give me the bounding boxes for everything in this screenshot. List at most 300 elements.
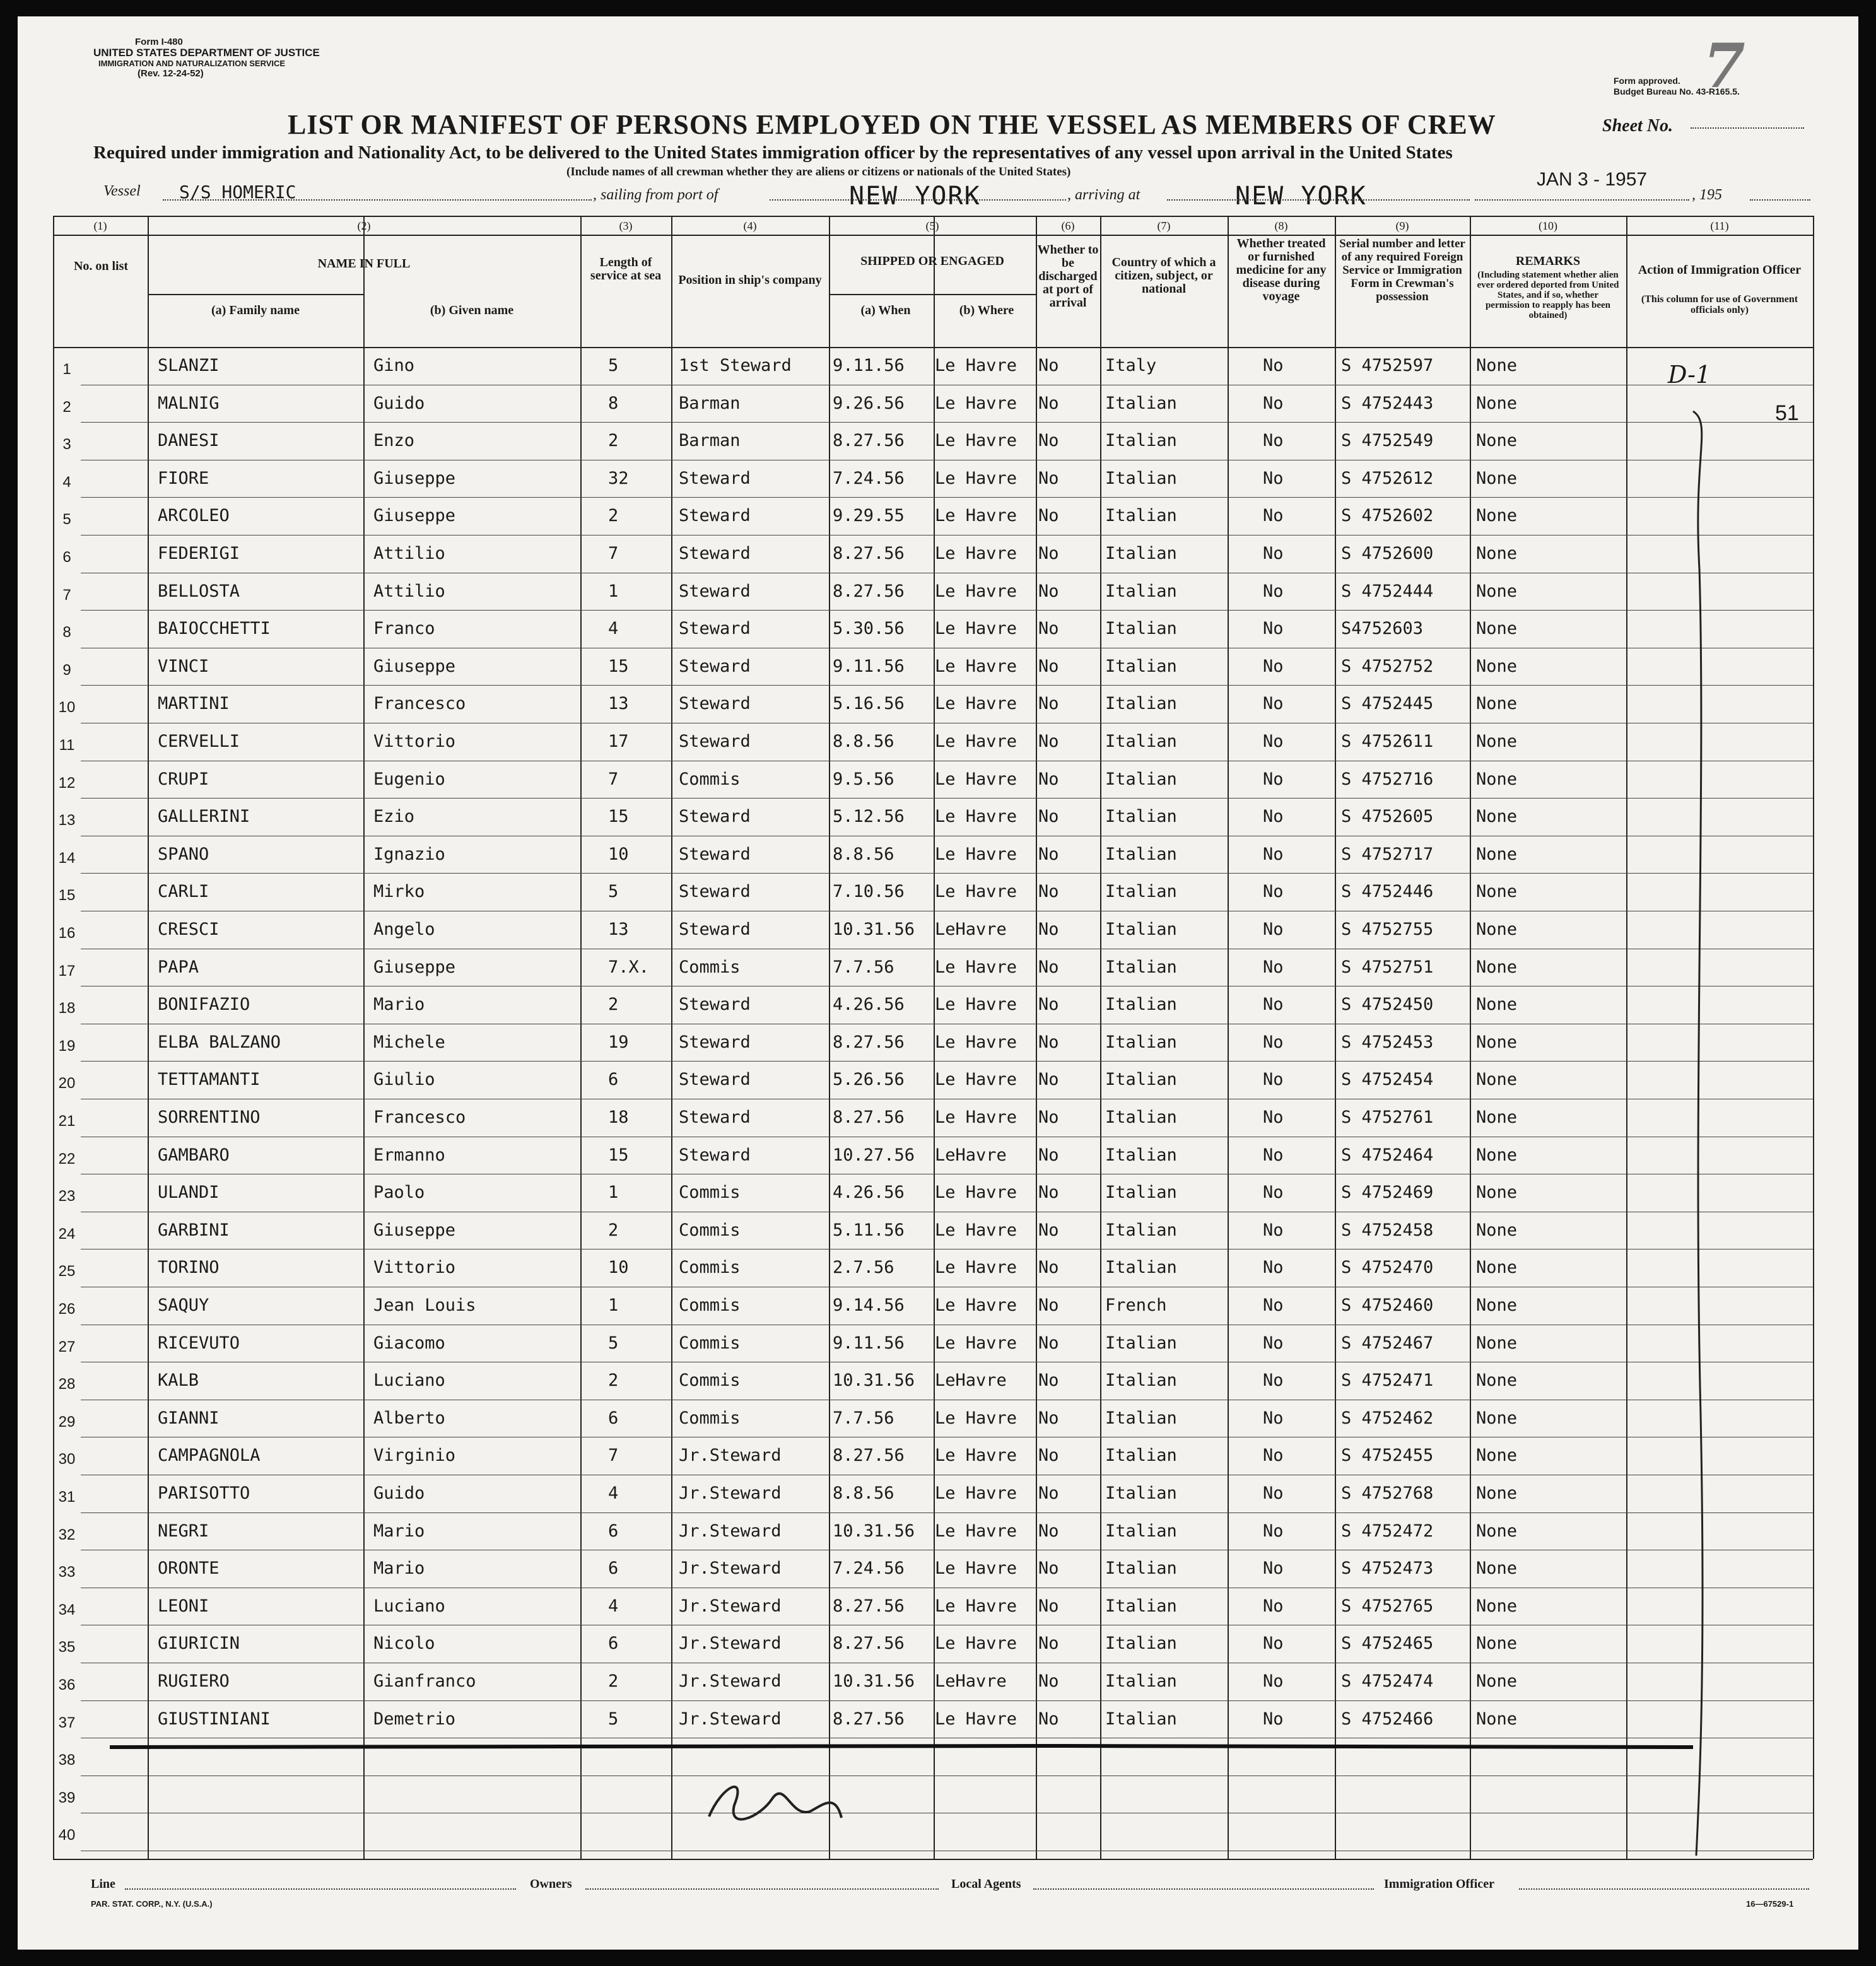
position: Commis [679,1220,741,1240]
remarks: None [1476,995,1518,1015]
treated: No [1263,732,1284,751]
position: Steward [679,506,751,526]
family-name: MALNIG [158,393,220,413]
family-name: GALLERINI [158,807,250,827]
given-name: Guido [373,1483,425,1503]
country: Italian [1105,1709,1177,1729]
country: Italian [1105,844,1177,864]
shipped-where: Le Havre [935,1634,1017,1654]
row-number: 40 [58,1827,76,1844]
country: Italy [1105,356,1157,375]
family-name: ARCOLEO [158,506,230,526]
remarks: None [1476,356,1518,375]
discharge: No [1038,882,1059,902]
serial-number: S 4752454 [1341,1070,1434,1090]
position: Commis [679,1371,741,1391]
shipped-when: 9.11.56 [833,1333,905,1353]
shipped-where: Le Havre [935,694,1017,714]
remarks: None [1476,1296,1518,1315]
shipped-where: Le Havre [935,1296,1017,1315]
row-number: 19 [58,1037,76,1055]
service-name: IMMIGRATION AND NATURALIZATION SERVICE [98,59,286,68]
discharge: No [1038,1634,1059,1654]
discharge: No [1038,1371,1059,1391]
col11-number: (11) [1710,219,1729,232]
given-name: Enzo [373,431,415,451]
shipped-when: 2.7.56 [833,1258,894,1278]
row-number: 24 [58,1225,76,1243]
position: Barman [679,431,741,451]
position: Steward [679,619,751,639]
given-name: Eugenio [373,769,445,789]
remarks: None [1476,694,1518,714]
given-name: Angelo [373,920,435,939]
family-name: PARISOTTO [158,1483,250,1503]
row-number: 8 [62,624,71,641]
serial-number: S 4752470 [1341,1258,1434,1278]
discharge: No [1038,1070,1059,1090]
given-name: Mirko [373,882,425,902]
given-name: Giuseppe [373,1220,456,1240]
shipped-where: Le Havre [935,1032,1017,1052]
service-length: 4 [608,1596,619,1616]
country: Italian [1105,1559,1177,1579]
family-name: KALB [158,1371,199,1391]
serial-number: S 4752460 [1341,1296,1434,1315]
country: Italian [1105,1145,1177,1165]
row-number: 13 [58,812,76,829]
treated: No [1263,1483,1284,1503]
col7-header: Country of which a citizen, subject, or national [1111,255,1216,296]
serial-number: S 4752602 [1341,506,1434,526]
shipped-where: Le Havre [935,1070,1017,1090]
country: Italian [1105,1371,1177,1391]
given-name: Giuseppe [373,506,456,526]
discharge: No [1038,844,1059,864]
family-name: LEONI [158,1596,209,1616]
col9-header: Serial number and letter of any required Foreign Service or Immigration Form in Crewman's possession [1339,237,1465,303]
shipped-when: 4.26.56 [833,1183,905,1203]
country: Italian [1105,544,1177,563]
given-name: Gino [373,356,415,375]
serial-number: S4752603 [1341,619,1424,639]
col1-header: No. on list [73,259,129,273]
discharge: No [1038,1296,1059,1315]
shipped-when: 8.27.56 [833,1634,905,1654]
serial-number: S 4752768 [1341,1483,1434,1503]
service-length: 6 [608,1070,619,1090]
discharge: No [1038,732,1059,751]
shipped-where: Le Havre [935,356,1017,375]
family-name: GIANNI [158,1408,220,1428]
shipped-where: Le Havre [935,1709,1017,1729]
position: Barman [679,393,741,413]
treated: No [1263,356,1284,375]
serial-number: S 4752453 [1341,1032,1434,1052]
position: Steward [679,844,751,864]
position: Commis [679,769,741,789]
treated: No [1263,920,1284,939]
country: Italian [1105,1258,1177,1278]
country: Italian [1105,732,1177,751]
given-name: Luciano [373,1371,445,1391]
row-number: 34 [58,1601,76,1618]
position: Commis [679,1258,741,1278]
discharge: No [1038,393,1059,413]
shipped-where: Le Havre [935,1446,1017,1466]
serial-number: S 4752465 [1341,1634,1434,1654]
serial-number: S 4752464 [1341,1145,1434,1165]
given-name: Alberto [373,1408,445,1428]
sheet-number: 7 [1703,30,1745,102]
given-name: Giulio [373,1070,435,1090]
discharge: No [1038,769,1059,789]
form-code: 16—67529-1 [1746,1899,1794,1909]
country: Italian [1105,393,1177,413]
service-length: 2 [608,1220,619,1240]
remarks: None [1476,920,1518,939]
country: Italian [1105,1070,1177,1090]
country: French [1105,1296,1167,1315]
remarks: None [1476,1108,1518,1127]
service-length: 1 [608,581,619,601]
service-length: 7 [608,1446,619,1466]
family-name: NEGRI [158,1521,209,1541]
shipped-when: 9.11.56 [833,656,905,676]
shipped-when: 10.31.56 [833,1521,915,1541]
shipped-when: 5.11.56 [833,1220,905,1240]
row-number: 22 [58,1150,76,1167]
remarks: None [1476,468,1518,488]
shipped-when: 5.16.56 [833,694,905,714]
row-number: 7 [62,586,71,604]
family-name: RUGIERO [158,1671,230,1691]
row-number: 20 [58,1075,76,1092]
col2-header: NAME IN FULL [317,257,411,271]
strike-line [110,1746,1693,1747]
position: Jr.Steward [679,1596,782,1616]
col9-number: (9) [1395,219,1409,232]
row-number: 18 [58,1000,76,1017]
remarks: None [1476,1333,1518,1353]
position: Jr.Steward [679,1671,782,1691]
service-length: 13 [608,920,629,939]
approval-line-2: Budget Bureau No. 43-R165.5. [1614,86,1740,97]
col2b-header: (b) Given name [430,303,514,317]
treated: No [1263,619,1284,639]
shipped-where: Le Havre [935,468,1017,488]
row-number: 29 [58,1413,76,1431]
family-name: CRUPI [158,769,209,789]
service-length: 18 [608,1108,629,1127]
shipped-where: Le Havre [935,544,1017,563]
shipped-where: Le Havre [935,506,1017,526]
discharge: No [1038,995,1059,1015]
family-name: TETTAMANTI [158,1070,261,1090]
shipped-when: 9.5.56 [833,769,894,789]
shipped-when: 7.7.56 [833,957,894,977]
position: Jr.Steward [679,1559,782,1579]
row-number: 35 [58,1639,76,1656]
service-length: 13 [608,694,629,714]
country: Italian [1105,882,1177,902]
given-name: Gianfranco [373,1671,476,1691]
row-number: 16 [58,925,76,942]
family-name: GAMBARO [158,1145,230,1165]
row-number: 1 [62,361,71,378]
shipped-when: 10.31.56 [833,920,915,939]
discharge: No [1038,694,1059,714]
footer-owners-label: Owners [530,1877,572,1891]
remarks: None [1476,581,1518,601]
treated: No [1263,1333,1284,1353]
col10-number: (10) [1539,219,1557,232]
service-length: 6 [608,1559,619,1579]
discharge: No [1038,807,1059,827]
treated: No [1263,1521,1284,1541]
discharge: No [1038,431,1059,451]
row-number: 10 [58,699,76,717]
discharge: No [1038,1483,1059,1503]
discharge: No [1038,506,1059,526]
serial-number: S 4752611 [1341,732,1434,751]
given-name: Ignazio [373,844,445,864]
country: Italian [1105,1634,1177,1654]
service-length: 15 [608,807,629,827]
country: Italian [1105,1446,1177,1466]
shipped-where: Le Havre [935,431,1017,451]
position: Commis [679,1296,741,1315]
service-length: 2 [608,431,619,451]
row-number: 39 [58,1789,76,1806]
discharge: No [1038,656,1059,676]
position: Steward [679,995,751,1015]
remarks: None [1476,544,1518,563]
discharge: No [1038,356,1059,375]
service-length: 15 [608,1145,629,1165]
treated: No [1263,393,1284,413]
family-name: CARLI [158,882,209,902]
serial-number: S 4752612 [1341,468,1434,488]
family-name: BONIFAZIO [158,995,250,1015]
shipped-when: 9.14.56 [833,1296,905,1315]
row-number: 37 [58,1714,76,1731]
serial-number: S 4752445 [1341,694,1434,714]
footer-agents-label: Local Agents [951,1877,1021,1891]
treated: No [1263,1596,1284,1616]
serial-number: S 4752455 [1341,1446,1434,1466]
given-name: Francesco [373,694,466,714]
given-name: Franco [373,619,435,639]
row-number: 23 [58,1188,76,1205]
col5-number: (5) [925,219,939,232]
treated: No [1263,431,1284,451]
treated: No [1263,995,1284,1015]
discharge: No [1038,957,1059,977]
position: Steward [679,468,751,488]
form-revision: (Rev. 12-24-52) [138,68,204,79]
country: Italian [1105,506,1177,526]
row-number: 17 [58,962,76,980]
shipped-when: 5.30.56 [833,619,905,639]
shipped-where: Le Havre [935,393,1017,413]
shipped-where: Le Havre [935,882,1017,902]
shipped-where: Le Havre [935,1596,1017,1616]
discharge: No [1038,1446,1059,1466]
treated: No [1263,882,1284,902]
treated: No [1263,1296,1284,1315]
given-name: Jean Louis [373,1296,476,1315]
given-name: Luciano [373,1596,445,1616]
shipped-when: 7.24.56 [833,468,905,488]
shipped-when: 8.27.56 [833,581,905,601]
manifest-page [18,16,1858,1950]
service-length: 1 [608,1183,619,1203]
treated: No [1263,468,1284,488]
discharge: No [1038,1521,1059,1541]
given-name: Vittorio [373,732,456,751]
service-length: 1 [608,1296,619,1315]
discharge: No [1038,1333,1059,1353]
country: Italian [1105,468,1177,488]
family-name: CERVELLI [158,732,240,751]
serial-number: S 4752472 [1341,1521,1434,1541]
row-number: 32 [58,1526,76,1543]
remarks: None [1476,506,1518,526]
position: Steward [679,694,751,714]
treated: No [1263,544,1284,563]
serial-number: S 4752462 [1341,1408,1434,1428]
service-length: 2 [608,995,619,1015]
year-label: , 195 [1692,187,1722,203]
position: Jr.Steward [679,1483,782,1503]
country: Italian [1105,694,1177,714]
treated: No [1263,1446,1284,1466]
row-number: 26 [58,1301,76,1318]
treated: No [1263,807,1284,827]
page-title: LIST OR MANIFEST OF PERSONS EMPLOYED ON THE VESSEL AS MEMBERS OF CREW [288,109,1496,140]
arriving-label: , arriving at [1067,187,1140,203]
serial-number: S 4752765 [1341,1596,1434,1616]
position: Steward [679,807,751,827]
remarks: None [1476,732,1518,751]
service-length: 2 [608,1671,619,1691]
remarks: None [1476,393,1518,413]
remarks: None [1476,1521,1518,1541]
footer-line-label: Line [91,1877,115,1891]
row-number: 4 [62,473,71,491]
remarks: None [1476,1070,1518,1090]
position: Steward [679,882,751,902]
discharge: No [1038,619,1059,639]
serial-number: S 4752474 [1341,1671,1434,1691]
service-length: 6 [608,1521,619,1541]
service-length: 7 [608,769,619,789]
row-number: 28 [58,1376,76,1393]
service-length: 8 [608,393,619,413]
position: Commis [679,1183,741,1203]
discharge: No [1038,1709,1059,1729]
shipped-where: Le Havre [935,1183,1017,1203]
col7-number: (7) [1157,219,1171,232]
col11-header: Action of Immigration Officer [1638,263,1802,277]
service-length: 15 [608,656,629,676]
row-number: 30 [58,1451,76,1468]
shipped-where: LeHavre [935,1371,1007,1391]
treated: No [1263,581,1284,601]
given-name: Nicolo [373,1634,435,1654]
discharge: No [1038,920,1059,939]
position: Jr.Steward [679,1634,782,1654]
row-number: 31 [58,1489,76,1506]
treated: No [1263,656,1284,676]
position: 1st Steward [679,356,792,375]
treated: No [1263,1145,1284,1165]
shipped-where: Le Havre [935,581,1017,601]
position: Steward [679,920,751,939]
row-number: 21 [58,1113,76,1130]
family-name: ELBA BALZANO [158,1032,281,1052]
shipped-when: 5.12.56 [833,807,905,827]
family-name: DANESI [158,431,220,451]
discharge: No [1038,1220,1059,1240]
service-length: 4 [608,1483,619,1503]
subtitle: Required under immigration and Nationality Act, to be delivered to the United States immigration officer by the representatives of any vessel upon arrival in the United States [93,143,1453,163]
service-length: 10 [608,844,629,864]
remarks: None [1476,1483,1518,1503]
family-name: SLANZI [158,356,220,375]
col8-header: Whether treated or furnished medicine for any disease during voyage [1236,237,1327,303]
discharge: No [1038,1108,1059,1127]
shipped-when: 5.26.56 [833,1070,905,1090]
serial-number: S 4752600 [1341,544,1434,563]
given-name: Michele [373,1032,445,1052]
service-length: 6 [608,1634,619,1654]
col3-number: (3) [619,219,633,232]
shipped-where: Le Havre [935,1408,1017,1428]
shipped-when: 10.31.56 [833,1671,915,1691]
position: Steward [679,1070,751,1090]
vessel-name: S/S HOMERIC [179,182,296,202]
discharge: No [1038,1559,1059,1579]
shipped-where: Le Havre [935,732,1017,751]
remarks: None [1476,1183,1518,1203]
col1-number: (1) [93,219,107,232]
given-name: Mario [373,995,425,1015]
service-length: 7.X. [608,957,650,977]
printer-credit: PAR. STAT. CORP., N.Y. (U.S.A.) [91,1899,213,1909]
remarks: None [1476,1559,1518,1579]
remarks: None [1476,656,1518,676]
sailing-port: NEW YORK [849,182,981,211]
row-number: 12 [58,774,76,792]
given-name: Mario [373,1559,425,1579]
country: Italian [1105,619,1177,639]
country: Italian [1105,1220,1177,1240]
country: Italian [1105,1596,1177,1616]
shipped-when: 8.27.56 [833,1709,905,1729]
crew-count: 51 [1775,401,1799,425]
row-number: 27 [58,1338,76,1355]
shipped-where: Le Havre [935,1521,1017,1541]
col3-header: Length of service at sea [590,255,662,283]
country: Italian [1105,957,1177,977]
given-name: Giacomo [373,1333,445,1353]
remarks: None [1476,957,1518,977]
family-name: FEDERIGI [158,544,240,563]
position: Commis [679,1408,741,1428]
discharge: No [1038,1032,1059,1052]
